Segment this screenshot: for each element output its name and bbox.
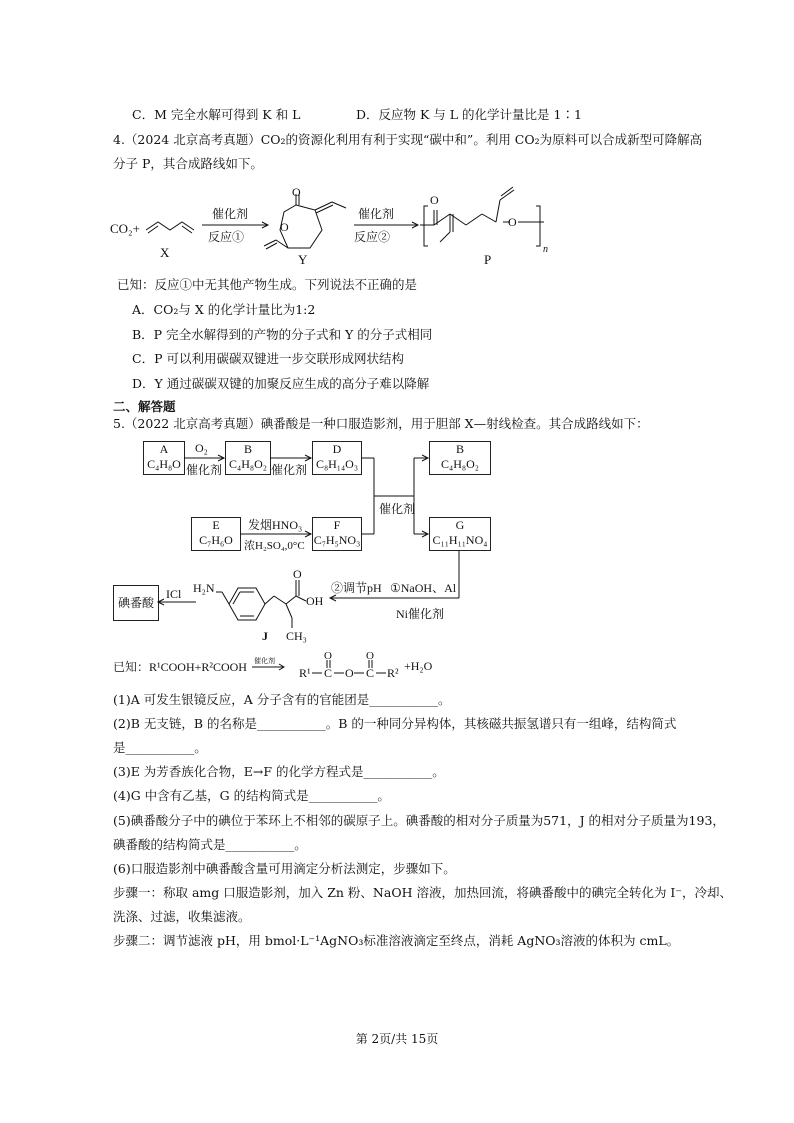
box-d: D C₈H₁₄O₃	[312, 441, 362, 475]
arrow-e-f-bottom: 浓H₂SO₄,0°C	[244, 540, 305, 552]
q4-option-a: A．CO₂与 X 的化学计量比为1:2	[132, 302, 316, 317]
known-o-mid: O	[345, 666, 354, 680]
section-title: 二、解答题	[113, 399, 176, 414]
q5-sub3: (3)E 为芳香族化合物，E→F 的化学方程式是___________。	[113, 764, 445, 779]
box-b2: B C₄H₈O₂	[429, 441, 491, 475]
arrow-a-b-bottom: 催化剂	[186, 463, 223, 477]
y-ring-o: O	[280, 220, 289, 234]
co2-label: CO₂+	[110, 221, 140, 236]
arrow-a-b-top: O₂	[195, 441, 208, 455]
known-r1: R¹	[299, 666, 311, 680]
j-o: O	[293, 567, 302, 581]
box-a: A C₄H₈O	[143, 441, 185, 475]
box-b1: B C₄H₈O₂	[225, 441, 271, 475]
q5-sub2: (2)B 无支链，B 的名称是___________。B 的一种同分异构体，其核磁共振氢谱只有一组峰，结构简式	[113, 716, 677, 731]
known-r2: R²	[387, 666, 399, 680]
step1-catalyst: 催化剂	[212, 207, 249, 221]
q5-step1: 步骤一：称取 amg 口服造影剂，加入 Zn 粉、NaOH 溶液，加热回流，将碘番酸中的碘完全转化为 I⁻，冷却、	[113, 885, 732, 900]
j-ch3: CH₃	[286, 629, 307, 643]
arrow-e-f-top: 发烟HNO₃	[248, 518, 303, 532]
box-e: E C₇H₆O	[191, 517, 241, 551]
q5-sub5-cont: 碘番酸的结构简式是___________。	[113, 837, 307, 852]
box-iodo: 碘番酸	[113, 585, 159, 621]
q5-sub2-cont: 是___________。	[113, 740, 207, 755]
step2-catalyst: 催化剂	[358, 207, 395, 221]
known-prefix: 已知：R¹COOH+R²COOH	[113, 660, 247, 674]
known-c2: C	[366, 666, 375, 680]
q5-sub5: (5)碘番酸分子中的碘位于苯环上不相邻的碳原子上。碘番酸的相对分子质量为571，J 的相对分子质量为193，	[113, 813, 725, 828]
j-label: J	[262, 629, 268, 643]
q4-option-d: D．Y 通过碳碳双键的加聚反应生成的高分子难以降解	[132, 376, 430, 391]
box-f: F C₇H₅NO₃	[312, 517, 362, 551]
step1-reaction: 反应①	[208, 230, 245, 244]
p-label: P	[484, 252, 492, 267]
known-o-top1: O	[324, 650, 332, 662]
q5-step2: 步骤二：调节滤液 pH，用 bmol·L⁻¹AgNO₃标准溶液滴定至终点，消耗 AgNO₃溶液的体积为 cmL。	[113, 933, 680, 948]
known-o-top2: O	[366, 650, 374, 662]
q3-option-c: C．M 完全水解可得到 K 和 L	[132, 107, 301, 122]
arrow-g-j-sub: Ni催化剂	[396, 607, 445, 621]
arrow-j-iodo-label: ICl	[166, 587, 182, 601]
q3-option-d: D．反应物 K 与 L 的化学计量比是 1∶1	[356, 107, 582, 122]
j-h2n: H₂N	[193, 581, 215, 595]
q5-sub4: (4)G 中含有乙基，G 的结构简式是___________。	[113, 788, 390, 803]
y-label: Y	[298, 252, 308, 267]
q4-stem-line1: 4.（2024 北京高考真题）CO₂的资源化利用有利于实现“碳中和”。利用 CO₂为原料可以合成新型可降解高	[113, 132, 703, 147]
arrow-df-bg: 催化剂	[379, 502, 416, 516]
box-g: G C₁₁H₁₁NO₄	[429, 517, 491, 551]
known-catalyst: 催化剂	[254, 657, 275, 665]
q5-step1-cont: 洗涤、过滤，收集滤液。	[113, 909, 251, 924]
q4-stem-line2: 分子 P，其合成路线如下。	[113, 156, 263, 171]
y-carbonyl-o: O	[292, 185, 301, 199]
arrow-g-j-right: ①NaOH、Al	[390, 581, 457, 595]
q4-option-c: C．P 可以利用碳碳双键进一步交联形成网状结构	[132, 351, 404, 366]
x-label: X	[160, 245, 170, 260]
p-carbonyl-o: O	[430, 193, 439, 207]
step2-reaction: 反应②	[354, 230, 391, 244]
j-oh: OH	[306, 594, 324, 608]
q4-known: 已知：反应①中无其他产物生成。下列说法不正确的是	[117, 277, 418, 292]
p-ester-o: O	[508, 215, 517, 229]
arrow-b-d-bottom: 催化剂	[271, 463, 308, 477]
page-footer: 第 2页/共 15页	[355, 1032, 439, 1046]
q5-stem: 5.（2022 北京高考真题）碘番酸是一种口服造影剂，用于胆部 X—射线检查。其合成路线如下：	[113, 416, 649, 431]
p-subscript-n: n	[543, 244, 548, 255]
q5-sub1: (1)A 可发生银镜反应，A 分子含有的官能团是___________。	[113, 692, 451, 707]
known-c1: C	[324, 666, 333, 680]
arrow-g-j-left: ②调节pH	[331, 581, 382, 595]
q4-option-b: B．P 完全水解得到的产物的分子式和 Y 的分子式相同	[132, 327, 433, 342]
known-water: +H₂O	[404, 659, 433, 673]
q5-sub6: (6)口服造影剂中碘番酸含量可用滴定分析法测定，步骤如下。	[113, 861, 456, 876]
